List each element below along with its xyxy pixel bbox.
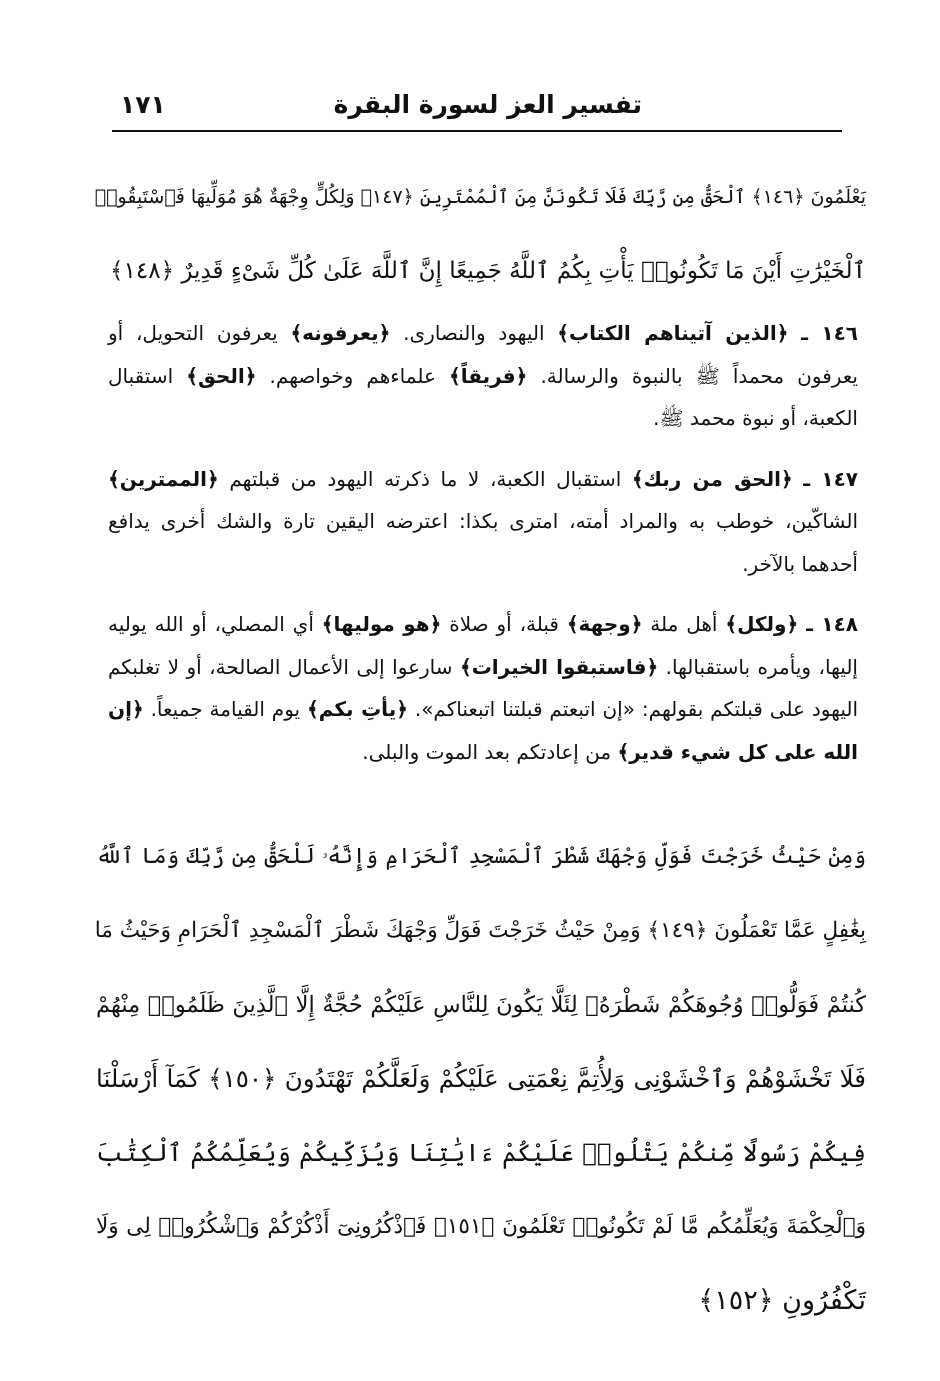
quote-open: ﴿ [786, 612, 799, 636]
quote-close: ﴾ [321, 612, 334, 636]
verse-line: ٱلْخَيْرَٰتِ أَيْنَ مَا تَكُونُوا۟ يَأْتِ بِكُمُ ٱللَّهُ جَمِيعًا إِنَّ ٱللَّهَ عَلَىٰ كُلِّ شَىْءٍ قَدِيرٌ ﴿١٤٨﴾ [110, 258, 866, 284]
entry-number: ١٤٨ ـ [806, 612, 859, 636]
quote-open: ﴿ [131, 697, 144, 721]
verse-line: يَعْلَمُونَ ﴿١٤٦﴾ ٱلْحَقُّ مِن رَّبِّكَ فَلَا تَكُونَنَّ مِنَ ٱلْمُمْتَرِينَ ﴿١٤٧﴾ وَلِكُلٍّ وِجْهَةٌ هُوَ مُوَلِّيهَا فَٱسْتَبِقُوا۟ [94, 186, 866, 208]
header-title: تفسير العز لسورة البقرة [333, 90, 642, 119]
header-rule [112, 130, 842, 132]
gloss: سارعوا إلى الأعمال الصالحة، أو لا تغلبكم اليهود على قبلتكم بقولهم: «إن اتبعتم قبلتنا اتبعناكم». [108, 654, 858, 721]
verse-line: فِيكُمْ رَسُولًا مِّنكُمْ يَتْلُوا۟ عَلَيْكُمْ ءَايَٰتِنَا وَيُزَكِّيكُمْ وَيُعَلِّمُكُمُ ٱلْكِتَٰبَ [96, 1138, 866, 1167]
verse-line: وَٱلْحِكْمَةَ وَيُعَلِّمُكُم مَّا لَمْ تَكُونُوا۟ تَعْلَمُونَ ﴿١٥١﴾ فَٱذْكُرُونِىٓ أَذْكُرْكُمْ وَٱشْكُرُوا۟ لِى وَلَا [96, 1214, 866, 1239]
commentary-entry-146 [108, 312, 858, 440]
gloss: استقبال الكعبة، أو نبوة محمد ﷺ. [108, 363, 858, 430]
quote-close: ﴾ [290, 321, 303, 345]
quote-close: ﴾ [557, 321, 569, 345]
quote-close: ﴾ [725, 612, 738, 636]
entry-number: ١٤٧ ـ [803, 466, 858, 491]
verse-line: فَلَا تَخْشَوْهُمْ وَٱخْشَوْنِى وَلِأُتِمَّ نِعْمَتِى عَلَيْكُمْ وَلَعَلَّكُمْ تَهْتَدُونَ ﴿١٥٠﴾ كَمَآ أَرْسَلْنَا [96, 1064, 867, 1093]
quote-open: ﴿ [244, 363, 257, 388]
quoted-term: الحق من ربك [643, 466, 781, 491]
gloss: يوم القيامة جميعاً. [143, 697, 308, 721]
quote-close: ﴾ [566, 612, 579, 636]
quote-open: ﴿ [378, 321, 391, 345]
quoted-term: يعرفونه [302, 321, 379, 345]
quote-open: ﴿ [630, 612, 643, 636]
gloss: الشاكّين، خوطب به والمراد أمته، امترى بكذا: اعترضه اليقين تارة والشك أخرى يدافع أحدهما بالآخر. [108, 509, 858, 576]
verse-line: وَمِنْ حَيْثُ خَرَجْتَ فَوَلِّ وَجْهَكَ شَطْرَ ٱلْمَسْجِدِ ٱلْحَرَامِ وَإِنَّهُۥ لَلْحَقُّ مِن رَّبِّكَ وَمَا ٱللَّهُ [96, 844, 866, 869]
quote-close: ﴾ [448, 363, 461, 388]
quoted-term: إن الله على كل شيء قدير [108, 697, 858, 764]
page-number: ١٧١ [120, 90, 166, 119]
running-header [112, 86, 842, 132]
quote-open: ﴿ [780, 466, 793, 491]
gloss: من إعادتكم بعد الموت والبلى. [362, 739, 618, 764]
quoted-term: هو موليها [333, 612, 430, 636]
quoted-term: فريقاً [460, 363, 516, 388]
quran-verses-bottom [96, 820, 866, 1338]
gloss: يعرفون التحويل، أو يعرفون محمداً ﷺ بالنبوة والرسالة. [108, 321, 859, 388]
quote-open: ﴿ [429, 612, 442, 636]
commentary-entry-148 [108, 603, 858, 773]
quote-open: ﴿ [515, 363, 528, 388]
quote-close: ﴾ [186, 363, 198, 388]
verse-line: بِغَٰفِلٍ عَمَّا تَعْمَلُونَ ﴿١٤٩﴾ وَمِنْ حَيْثُ خَرَجْتَ فَوَلِّ وَجْهَكَ شَطْرَ ٱلْمَسْجِدِ ٱلْحَرَامِ وَحَيْثُ مَا [94, 918, 866, 943]
quoted-term: الذين آتيناهم الكتاب [569, 321, 777, 345]
gloss: اليهود والنصارى. [390, 321, 558, 345]
commentary-entry-147 [108, 458, 858, 586]
quote-open: ﴿ [207, 466, 219, 491]
commentary [108, 312, 858, 791]
quote-open: ﴿ [646, 654, 659, 679]
quote-close: ﴾ [617, 739, 630, 764]
quote-open: ﴿ [396, 697, 408, 721]
verse-line: تَكْفُرُونِ ﴿١٥٢﴾ [698, 1285, 866, 1316]
quoted-term: الممترين [119, 466, 208, 491]
quoted-term: ولكل [737, 612, 787, 636]
entry-number: ١٤٦ ـ [801, 321, 859, 345]
quote-close: ﴾ [307, 697, 319, 721]
quote-close: ﴾ [459, 654, 472, 679]
gloss: استقبال الكعبة، لا ما ذكرته اليهود من قبلتهم [218, 466, 632, 491]
gloss: قبلة، أو صلاة [441, 612, 567, 636]
gloss: علماءهم وخواصهم. [256, 363, 449, 388]
quoted-term: الحق [197, 363, 245, 388]
quote-close: ﴾ [631, 466, 644, 491]
quote-close: ﴾ [108, 466, 120, 491]
gloss: أي المصلي، أو الله يوليه إليها، ويأمره باستقبالها. [108, 612, 858, 679]
quran-verses-top [96, 160, 866, 308]
gloss: أهل ملة [642, 612, 726, 636]
verse-line: كُنتُمْ فَوَلُّوا۟ وُجُوهَكُمْ شَطْرَهُۥ لِئَلَّا يَكُونَ لِلنَّاسِ عَلَيْكُمْ حُجَّةٌ إِلَّا ٱلَّذِينَ ظَلَمُوا۟ مِنْهُمْ [96, 992, 866, 1018]
quoted-term: وجهة [578, 612, 631, 636]
quoted-term: فاستبقوا الخيرات [471, 654, 647, 679]
quote-open: ﴿ [776, 321, 789, 345]
quoted-term: يأتِ بكم [318, 697, 397, 721]
